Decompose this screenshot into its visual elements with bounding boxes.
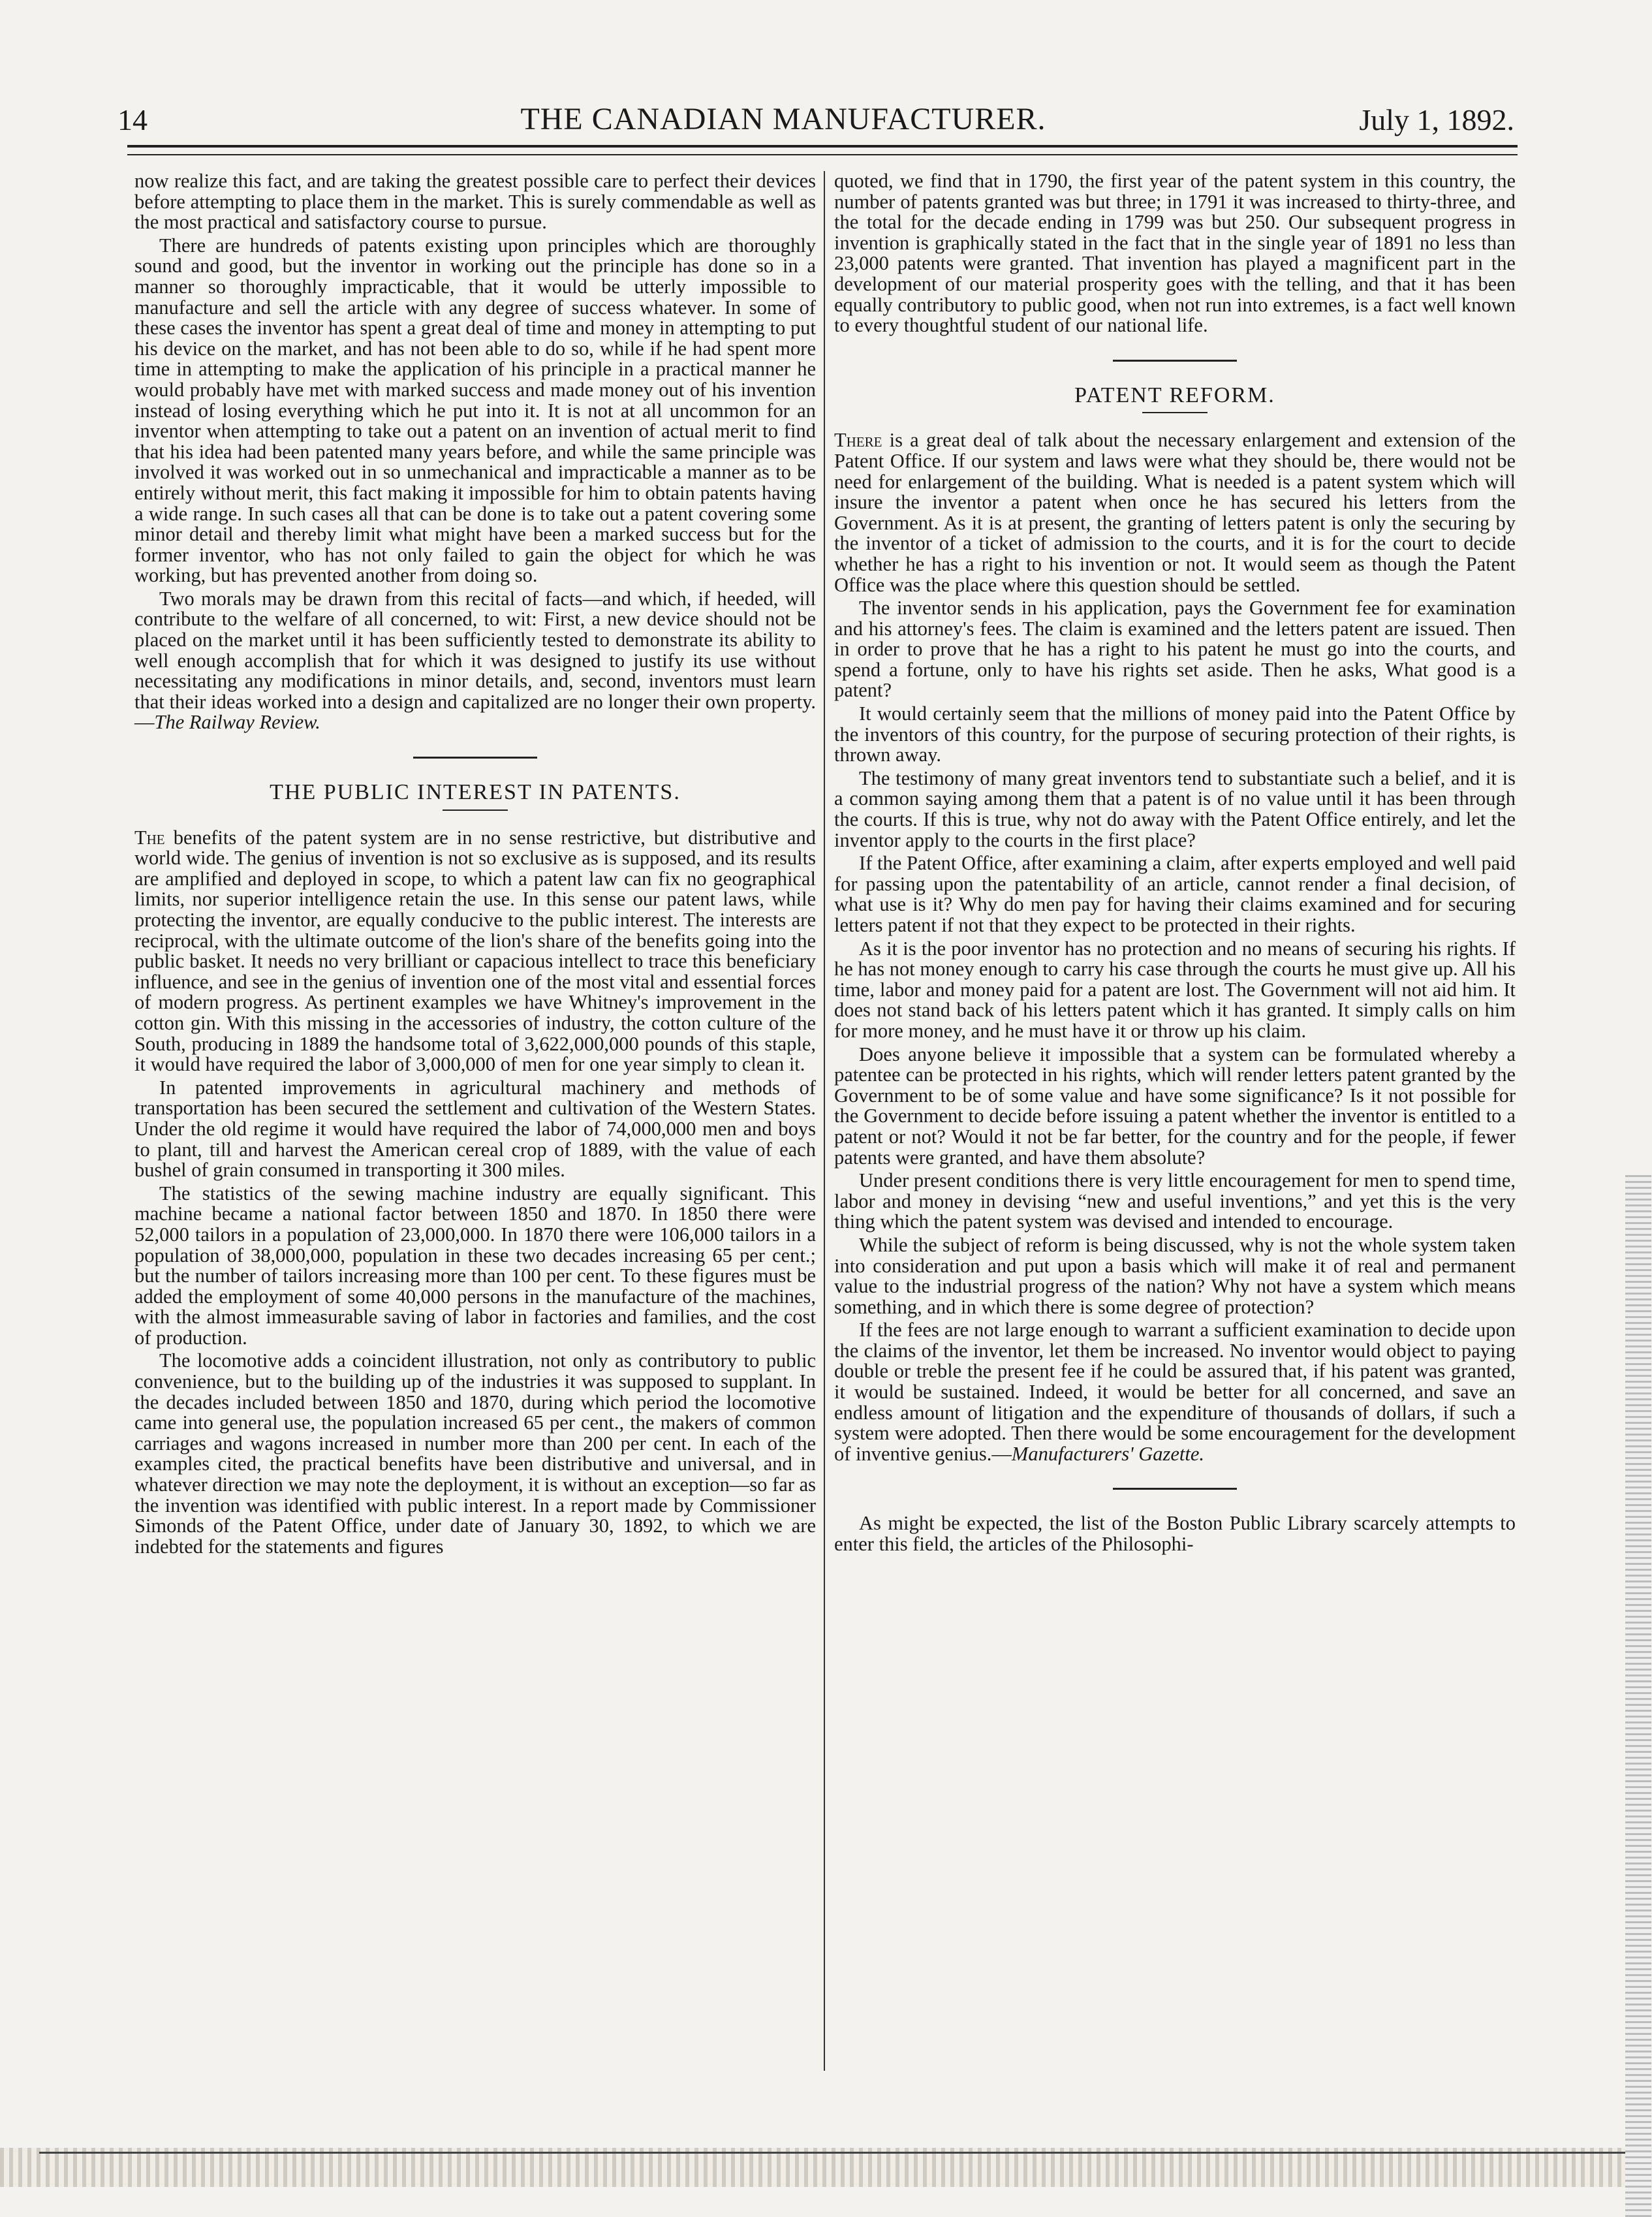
paragraph: The testimony of many great inventors tend to substantiate such a belief, and it is a common saying among them that a patent is of no value until it has been through the courts. If this is true, why not do away with the Patent Office entirely, and let the inventor apply to the courts in the first place? bbox=[834, 766, 1516, 851]
paragraph: As it is the poor inventor has no protection and no means of securing his rights. If he has not money enough to carry his case through the courts he must give up. All his time, labor and money paid for a patent are lost. The Government will not aid him. It does not stand back of his letters patent which it has granted. It simply calls on him for more money, and he must have it or throw up his claim. bbox=[834, 937, 1516, 1042]
section-separator bbox=[1113, 360, 1237, 362]
section-separator bbox=[413, 757, 537, 759]
paragraph: As might be expected, the list of the Boston Public Library scarcely attempts to enter this field, the articles of the Philosophi- bbox=[834, 1512, 1516, 1556]
paragraph bbox=[134, 828, 816, 1075]
source-citation: The Railway Review. bbox=[154, 711, 320, 734]
paragraph: The locomotive adds a coincident illustration, not only as contributory to public convenience, but to the building up of the industries it was supposed to supplant. In the decades included between 1850 and 1870, during which period the locomotive came into general use, the population increased 65 per cent., the makers of common carriages and wagons increased in number more than 200 per cent. In each of the examples cited, the practical benefits have been distributive and universal, and in whatever direction we may note the deployment, it is without an exception—so far as the invention was identified with public interest. In a report made by Commissioner Simonds of the Patent Office, under date of January 30, 1892, to which we are indebted for the statements and figures bbox=[134, 1349, 816, 1558]
paragraph: The statistics of the sewing machine industry are equally significant. This machine became a national factor between 1850 and 1870. In 1850 there were 52,000 tailors in a population of 23,000,000. In 1870 there were 106,000 tailors in a population of 38,000,000, population in these two decades increasing 65 per cent.; but the number of tailors increasing more than 100 per cent. To these figures must be added the employment of some 40,000 persons in the manufacture of the machines, with the almost immeasurable saving of labor in factories and families, and the cost of production. bbox=[134, 1182, 816, 1349]
heading-underline bbox=[1142, 412, 1208, 413]
paragraph: Does anyone believe it impossible that a system can be formulated whereby a patentee can be protected in his rights, which will render letters patent granted by the Government to be of some value and have some significance? Is it not possible for the Government to decide before issuing a patent whether the inventor is entitled to a patent or not? Would it not be far better, for the country and for the people, if fewer patents were granted, and have them absolute? bbox=[834, 1043, 1516, 1169]
paragraph: Under present conditions there is very little encouragement for men to spend time, labor and money in devising “new and useful inventions,” and yet this is the very thing which the patent system was devised and intended to encourage. bbox=[834, 1169, 1516, 1233]
paragraph-text: benefits of the patent system are in no sense restrictive, but distributive and world wide. The genius of invention is not so exclusive as is supposed, and its results are amplified and deployed in scope, to which a patent law can fix no geographical limits, nor superior intelligence retain the use. In this sense our patent laws, while protecting the inventor, are equally conducive to the public interest. The interests are reciprocal, with the ultimate outcome of the lion's share of the benefits going into the public basket. It needs no very brilliant or capacious intellect to trace this beneficiary influence, and see in the genius of invention one of the most vital and essential forces of modern progress. As pertinent examples we have Whitney's improvement in the cotton gin. With this missing in the accessories of industry, the cotton culture of the South, producing in 1889 the handsome total of 3,622,000,000 pounds of this staple, it would have required the labor of 3,000,000 of men for one year simply to clean it. bbox=[134, 826, 817, 1076]
paragraph: There are hundreds of patents existing upon principles which are thoroughly sound and good, but the inventor in working out the principle has done so in a manner so thoroughly impracticable, that it would be utterly impossible to manufacture and sell the article with any degree of success whatever. In some of these cases the inventor has spent a great deal of time and money in attempting to put his device on the market, and has not been able to do so, while if he had spent more time in attempting to make the application of his principle in a practical manner he would probably have met with marked success and made money out of his invention instead of losing everything which he put into it. It is not at all uncommon for an inventor when attempting to take out a patent on an invention of actual merit to find that his idea had been patented many years before, and while the same principle was involved it was worked out in so unmechanical and impracticable a manner as to be entirely without merit, this fact making it impossible for him to obtain patents having a wide range. In such cases all that can be done is to take out a patent covering some minor detail and thereby limit what might have been a marked success but for the former inventor, who has not only failed to gain the object for which he was working, but has prevented another from doing so. bbox=[134, 234, 816, 587]
paragraph-text: Two morals may be drawn from this recital of facts—and which, if heeded, will contribute to the welfare of all concerned, to wit: First, a new device should not be placed on the market until it has been sufficiently tested to demonstrate its ability to well enough accomplish that for which it was designed to justify its use without necessitating any modifications in minor details, and, second, inventors must learn that their ideas worked into a design and capitalized are no longer their own property.— bbox=[134, 587, 816, 734]
paragraph-text: If the fees are not large enough to warrant a sufficient examination to decide upon the claims of the inventor, let them be increased. No inventor would object to paying double or treble the present fee if he could be assured that, if his patent was granted, it would be sustained. Indeed, it would be better for all concerned, and save an endless amount of litigation and the expenditure of thousands of dollars, if such a system were adopted. Then there would be some encouragement for the development of inventive genius.— bbox=[834, 1319, 1516, 1465]
paragraph: now realize this fact, and are taking the greatest possible care to perfect their devices before attempting to place them in the market. This is surely commendable as well as the most practical and satisfactory course to pursue. bbox=[134, 170, 816, 234]
publication-title: THE CANADIAN MANUFACTURER. bbox=[520, 102, 1046, 136]
section-heading: THE PUBLIC INTEREST IN PATENTS. bbox=[270, 780, 681, 805]
paragraph: The inventor sends in his application, pays the Government fee for examination and his attorney's fees. The claim is examined and the letters patent are issued. Then in order to prove that he has a right to his patent he must go into the courts, and spend a fortune, only to have his rights set aside. Then he asks, What good is a patent? bbox=[834, 597, 1516, 702]
paragraph bbox=[134, 589, 816, 733]
paragraph: It would certainly seem that the millions of money paid into the Patent Office by the inventors of this country, for the purpose of securing protection of their rights, is thrown away. bbox=[834, 702, 1516, 766]
paragraph: quoted, we find that in 1790, the first year of the patent system in this country, the number of patents granted was but three; in 1791 it was increased to thirty-three, and the total for the decade ending in 1799 was but 250. Our subsequent progress in invention is graphically stated in the fact that in the single year of 1891 no less than 23,000 patents were granted. That invention has played a magnificent part in the development of our material prosperity goes with the telling, and that it has been equally contributory to public good, when not run into extremes, is a fact well known to every thoughtful student of our national life. bbox=[834, 170, 1516, 337]
section-separator bbox=[1113, 1488, 1237, 1490]
footer-rule bbox=[39, 2152, 1638, 2154]
paragraph bbox=[834, 430, 1516, 595]
paragraph: If the Patent Office, after examining a claim, after experts employed and well paid for passing upon the patentability of an article, cannot render a final decision, of what use is it? Why do men pay for having their claims examined and for securing letters patent if not that they expect to be protected in their rights. bbox=[834, 852, 1516, 936]
source-citation: Manufacturers' Gazette. bbox=[1011, 1442, 1205, 1465]
scan-edge-artifact bbox=[0, 2148, 1652, 2187]
paragraph-text: is a great deal of talk about the necessary enlargement and extension of the Patent Office. If our system and laws were what they should be, there would not be need for enlargement of the building. What is needed is a patent system which will insure the inventor a patent when once he has secured his letters from the Government. As it is at present, the granting of letters patent is only the securing by the inventor of a ticket of admission to the courts, and it is for the court to decide whether he has a right to his invention or not. It would seem as though the Patent Office was the place where this question should be settled. bbox=[834, 429, 1516, 596]
paragraph: In patented improvements in agricultural machinery and methods of transportation has been secured the settlement and cultivation of the Western States. Under the old regime it would have required the labor of 74,000,000 men and boys to plant, till and harvest the American cereal crop of 1889, with the value of each bushel of grain consumed in transporting it 300 miles. bbox=[134, 1076, 816, 1182]
page-header bbox=[117, 85, 1514, 137]
paragraph: While the subject of reform is being discussed, why is not the whole system taken into consideration and put upon a basis which will make it of real and permanent value to the industrial progress of the nation? Why not have a system which means something, and in which there is some degree of protection? bbox=[834, 1233, 1516, 1318]
left-column bbox=[134, 171, 816, 1560]
column-divider bbox=[824, 171, 825, 2071]
lead-word: The bbox=[134, 826, 165, 849]
header-rule bbox=[127, 145, 1518, 155]
right-column bbox=[834, 171, 1516, 1558]
binding-edge-artifact bbox=[1625, 1175, 1651, 2217]
lead-word: There bbox=[834, 429, 882, 452]
section-heading: PATENT REFORM. bbox=[1074, 383, 1275, 407]
heading-underline bbox=[443, 810, 508, 811]
paragraph bbox=[834, 1320, 1516, 1464]
issue-date: July 1, 1892. bbox=[1359, 103, 1514, 136]
page-number: 14 bbox=[117, 103, 148, 136]
